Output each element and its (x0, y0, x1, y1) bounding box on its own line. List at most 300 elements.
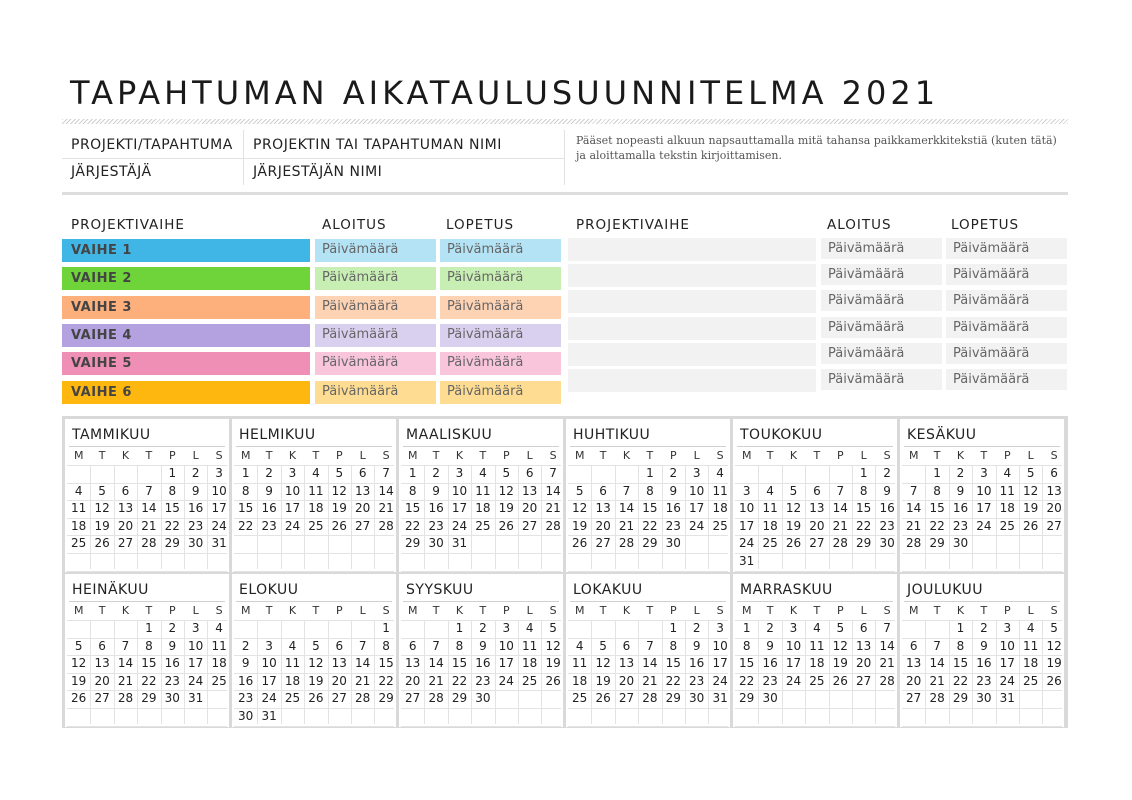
calendar-day[interactable]: 17 (689, 501, 705, 516)
calendar-day[interactable]: 30 (238, 709, 254, 723)
calendar-day[interactable]: 29 (164, 536, 180, 551)
phase-name-3[interactable]: VAIHE 3 (62, 296, 310, 319)
calendar-day[interactable]: 16 (164, 656, 180, 671)
calendar-day[interactable]: 27 (618, 691, 635, 706)
calendar-day[interactable]: 25 (284, 691, 301, 706)
calendar-day[interactable]: 19 (331, 501, 347, 516)
calendar-day[interactable]: 31 (739, 554, 755, 568)
calendar-day[interactable]: 22 (164, 518, 180, 533)
phase-end-date-right-3[interactable]: Päivämäärä (946, 290, 1067, 311)
calendar-day[interactable]: 27 (331, 691, 347, 706)
calendar-day[interactable]: 13 (809, 501, 825, 516)
calendar-day[interactable]: 2 (191, 466, 200, 480)
calendar-day[interactable]: 9 (669, 483, 678, 498)
calendar-day[interactable]: 25 (1023, 673, 1039, 688)
calendar-day[interactable]: 28 (879, 673, 895, 688)
calendar-day[interactable]: 9 (883, 483, 891, 498)
calendar-day[interactable]: 18 (308, 501, 324, 516)
calendar-day[interactable]: 18 (522, 656, 538, 671)
calendar-day[interactable]: 4 (525, 621, 534, 635)
calendar-day[interactable]: 7 (836, 483, 845, 498)
calendar-day[interactable]: 28 (929, 691, 945, 706)
calendar-day[interactable]: 21 (428, 673, 444, 688)
calendar-day[interactable]: 12 (545, 638, 561, 653)
calendar-day[interactable]: 16 (238, 673, 254, 688)
calendar-day[interactable]: 1 (933, 466, 941, 480)
calendar-day[interactable]: 7 (909, 483, 918, 498)
project-name-field[interactable]: PROJEKTIN TAI TAPAHTUMAN NIMI (253, 137, 502, 153)
calendar-day[interactable]: 2 (479, 621, 487, 635)
calendar-day[interactable]: 20 (117, 518, 134, 533)
calendar-day[interactable]: 10 (451, 483, 468, 498)
calendar-day[interactable]: 23 (164, 673, 180, 688)
calendar-day[interactable]: 20 (906, 673, 922, 688)
calendar-day[interactable]: 25 (572, 691, 588, 706)
calendar-day[interactable]: 3 (716, 621, 724, 635)
phase-end-date-right-5[interactable]: Päivämäärä (946, 343, 1067, 364)
calendar-day[interactable]: 13 (595, 501, 611, 516)
calendar-day[interactable]: 10 (211, 483, 227, 498)
phase-name-right-2[interactable] (568, 264, 816, 287)
calendar-day[interactable]: 5 (335, 466, 344, 480)
calendar-day[interactable]: 14 (117, 656, 134, 671)
calendar-day[interactable]: 1 (455, 621, 464, 635)
calendar-day[interactable]: 17 (498, 656, 514, 671)
calendar-day[interactable]: 30 (762, 691, 778, 706)
calendar-day[interactable]: 7 (622, 483, 631, 498)
calendar-day[interactable]: 22 (378, 673, 394, 688)
calendar-day[interactable]: 22 (642, 518, 658, 533)
calendar-day[interactable]: 6 (909, 638, 918, 653)
calendar-day[interactable]: 16 (475, 656, 491, 671)
calendar-day[interactable]: 31 (999, 691, 1015, 706)
calendar-day[interactable]: 26 (1023, 518, 1039, 533)
calendar-day[interactable]: 3 (455, 466, 464, 480)
calendar-day[interactable]: 16 (188, 501, 204, 516)
calendar-day[interactable]: 29 (856, 536, 872, 551)
calendar-day[interactable]: 15 (642, 501, 658, 516)
calendar-day[interactable]: 6 (525, 466, 534, 480)
phase-name-right-5[interactable] (568, 343, 816, 366)
calendar-day[interactable]: 9 (241, 656, 250, 671)
calendar-day[interactable]: 25 (999, 518, 1015, 533)
calendar-day[interactable]: 28 (642, 691, 658, 706)
calendar-day[interactable]: 30 (475, 691, 491, 706)
calendar-day[interactable]: 4 (1026, 621, 1035, 635)
calendar-day[interactable]: 8 (742, 638, 751, 653)
calendar-day[interactable]: 2 (883, 466, 891, 480)
calendar-day[interactable]: 1 (382, 621, 390, 635)
phase-end-date-2[interactable]: Päivämäärä (440, 267, 561, 290)
calendar-day[interactable]: 3 (502, 621, 511, 635)
calendar-day[interactable]: 6 (335, 638, 344, 653)
calendar-day[interactable]: 11 (572, 656, 588, 671)
calendar-day[interactable]: 6 (599, 483, 607, 498)
calendar-day[interactable]: 11 (308, 483, 324, 498)
calendar-day[interactable]: 13 (906, 656, 922, 671)
calendar-day[interactable]: 15 (665, 656, 681, 671)
calendar-day[interactable]: 3 (191, 621, 200, 635)
calendar-day[interactable]: 25 (762, 536, 778, 551)
calendar-day[interactable]: 8 (408, 483, 417, 498)
calendar-day[interactable]: 17 (451, 501, 468, 516)
calendar-day[interactable]: 6 (358, 466, 367, 480)
calendar-day[interactable]: 8 (241, 483, 250, 498)
calendar-day[interactable]: 1 (241, 466, 250, 480)
phase-name-right-3[interactable] (568, 290, 816, 313)
calendar-day[interactable]: 28 (618, 536, 635, 551)
calendar-day[interactable]: 13 (405, 656, 421, 671)
calendar-day[interactable]: 29 (405, 536, 421, 551)
calendar-day[interactable]: 14 (906, 501, 922, 516)
phase-name-4[interactable]: VAIHE 4 (62, 324, 310, 347)
calendar-day[interactable]: 18 (572, 673, 588, 688)
calendar-day[interactable]: 10 (739, 501, 755, 516)
calendar-day[interactable]: 14 (642, 656, 658, 671)
phase-name-1[interactable]: VAIHE 1 (62, 239, 310, 262)
calendar-day[interactable]: 23 (665, 518, 681, 533)
calendar-day[interactable]: 31 (211, 536, 227, 551)
calendar-day[interactable]: 30 (689, 691, 705, 706)
calendar-day[interactable]: 26 (545, 673, 561, 688)
calendar-day[interactable]: 9 (692, 638, 701, 653)
calendar-day[interactable]: 4 (813, 621, 821, 635)
calendar-day[interactable]: 20 (618, 673, 635, 688)
calendar-day[interactable]: 12 (71, 656, 87, 671)
calendar-day[interactable]: 15 (164, 501, 180, 516)
calendar-day[interactable]: 8 (382, 638, 390, 653)
calendar-day[interactable]: 23 (428, 518, 444, 533)
phase-start-date-5[interactable]: Päivämäärä (315, 352, 436, 375)
calendar-day[interactable]: 25 (71, 536, 87, 551)
calendar-day[interactable]: 18 (71, 518, 87, 533)
calendar-day[interactable]: 11 (999, 483, 1015, 498)
calendar-day[interactable]: 2 (956, 466, 965, 480)
calendar-day[interactable]: 19 (1046, 656, 1062, 671)
calendar-day[interactable]: 20 (809, 518, 825, 533)
calendar-day[interactable]: 17 (188, 656, 204, 671)
calendar-day[interactable]: 5 (502, 466, 511, 480)
calendar-day[interactable]: 21 (906, 518, 922, 533)
calendar-day[interactable]: 28 (378, 518, 394, 533)
calendar-day[interactable]: 11 (762, 501, 778, 516)
calendar-day[interactable]: 12 (1023, 483, 1039, 498)
calendar-day[interactable]: 12 (595, 656, 611, 671)
calendar-day[interactable]: 14 (378, 483, 394, 498)
calendar-day[interactable]: 20 (1046, 501, 1062, 516)
calendar-day[interactable]: 24 (451, 518, 468, 533)
calendar-day[interactable]: 16 (428, 501, 444, 516)
calendar-day[interactable]: 28 (141, 536, 157, 551)
calendar-day[interactable]: 26 (71, 691, 87, 706)
calendar-day[interactable]: 18 (1023, 656, 1039, 671)
calendar-day[interactable]: 5 (549, 621, 557, 635)
calendar-day[interactable]: 22 (856, 518, 872, 533)
calendar-day[interactable]: 19 (545, 656, 561, 671)
calendar-day[interactable]: 31 (451, 536, 468, 551)
calendar-day[interactable]: 3 (265, 638, 273, 653)
calendar-day[interactable]: 30 (428, 536, 444, 551)
calendar-day[interactable]: 23 (762, 673, 778, 688)
calendar-day[interactable]: 27 (405, 691, 421, 706)
calendar-day[interactable]: 20 (94, 673, 110, 688)
calendar-day[interactable]: 27 (522, 518, 538, 533)
calendar-day[interactable]: 21 (378, 501, 394, 516)
calendar-day[interactable]: 21 (642, 673, 658, 688)
calendar-day[interactable]: 5 (1026, 466, 1035, 480)
calendar-day[interactable]: 7 (432, 638, 440, 653)
calendar-day[interactable]: 1 (859, 466, 868, 480)
calendar-day[interactable]: 22 (739, 673, 755, 688)
calendar-day[interactable]: 7 (646, 638, 654, 653)
calendar-day[interactable]: 19 (71, 673, 87, 688)
calendar-day[interactable]: 5 (74, 638, 83, 653)
calendar-day[interactable]: 15 (952, 656, 969, 671)
phase-name-right-6[interactable] (568, 369, 816, 392)
calendar-day[interactable]: 10 (284, 483, 301, 498)
organizer-name-field[interactable]: JÄRJESTÄJÄN NIMI (253, 164, 383, 180)
calendar-day[interactable]: 27 (595, 536, 611, 551)
calendar-day[interactable]: 21 (117, 673, 134, 688)
calendar-day[interactable]: 15 (739, 656, 755, 671)
calendar-day[interactable]: 20 (522, 501, 538, 516)
calendar-day[interactable]: 30 (665, 536, 681, 551)
calendar-day[interactable]: 10 (785, 638, 802, 653)
calendar-day[interactable]: 29 (642, 536, 658, 551)
calendar-day[interactable]: 24 (785, 673, 802, 688)
phase-name-5[interactable]: VAIHE 5 (62, 352, 310, 375)
calendar-day[interactable]: 8 (669, 638, 678, 653)
calendar-day[interactable]: 12 (308, 656, 324, 671)
calendar-day[interactable]: 15 (378, 656, 394, 671)
calendar-day[interactable]: 27 (355, 518, 371, 533)
phase-start-date-right-5[interactable]: Päivämäärä (821, 343, 942, 364)
calendar-day[interactable]: 27 (1046, 518, 1062, 533)
calendar-day[interactable]: 8 (933, 483, 941, 498)
calendar-day[interactable]: 20 (856, 656, 872, 671)
calendar-day[interactable]: 11 (71, 501, 87, 516)
calendar-day[interactable]: 3 (789, 621, 798, 635)
calendar-day[interactable]: 15 (141, 656, 157, 671)
calendar-day[interactable]: 12 (94, 501, 110, 516)
calendar-day[interactable]: 9 (980, 638, 988, 653)
calendar-day[interactable]: 13 (856, 638, 872, 653)
calendar-day[interactable]: 30 (879, 536, 895, 551)
calendar-day[interactable]: 21 (929, 673, 945, 688)
calendar-day[interactable]: 2 (980, 621, 988, 635)
calendar-day[interactable]: 31 (261, 709, 277, 723)
calendar-day[interactable]: 26 (331, 518, 347, 533)
calendar-day[interactable]: 23 (475, 673, 491, 688)
calendar-day[interactable]: 13 (1046, 483, 1062, 498)
calendar-day[interactable]: 15 (929, 501, 945, 516)
calendar-day[interactable]: 19 (1023, 501, 1039, 516)
calendar-day[interactable]: 17 (284, 501, 301, 516)
calendar-day[interactable]: 7 (121, 638, 130, 653)
calendar-day[interactable]: 23 (261, 518, 277, 533)
calendar-day[interactable]: 14 (428, 656, 444, 671)
calendar-day[interactable]: 7 (549, 466, 557, 480)
calendar-day[interactable]: 24 (976, 518, 992, 533)
calendar-day[interactable]: 29 (141, 691, 157, 706)
calendar-day[interactable]: 15 (238, 501, 254, 516)
calendar-day[interactable]: 5 (1050, 621, 1058, 635)
calendar-day[interactable]: 25 (475, 518, 491, 533)
calendar-day[interactable]: 29 (378, 691, 394, 706)
calendar-day[interactable]: 14 (141, 501, 157, 516)
calendar-day[interactable]: 13 (331, 656, 347, 671)
calendar-day[interactable]: 11 (712, 483, 728, 498)
phase-end-date-right-1[interactable]: Päivämäärä (946, 238, 1067, 259)
calendar-day[interactable]: 20 (595, 518, 611, 533)
calendar-day[interactable]: 26 (785, 536, 802, 551)
phase-start-date-right-2[interactable]: Päivämäärä (821, 264, 942, 285)
calendar-day[interactable]: 11 (809, 638, 825, 653)
calendar-day[interactable]: 3 (1003, 621, 1012, 635)
calendar-day[interactable]: 10 (976, 483, 992, 498)
calendar-day[interactable]: 20 (405, 673, 421, 688)
phase-start-date-6[interactable]: Päivämäärä (315, 381, 436, 404)
calendar-day[interactable]: 24 (261, 691, 277, 706)
calendar-day[interactable]: 8 (455, 638, 464, 653)
calendar-day[interactable]: 19 (308, 673, 324, 688)
calendar-day[interactable]: 17 (211, 501, 227, 516)
calendar-day[interactable]: 28 (117, 691, 134, 706)
calendar-day[interactable]: 14 (618, 501, 635, 516)
calendar-day[interactable]: 28 (832, 536, 848, 551)
calendar-day[interactable]: 2 (766, 621, 774, 635)
calendar-day[interactable]: 19 (595, 673, 611, 688)
calendar-day[interactable]: 28 (906, 536, 922, 551)
calendar-day[interactable]: 7 (358, 638, 367, 653)
calendar-day[interactable]: 23 (689, 673, 705, 688)
calendar-day[interactable]: 25 (211, 673, 227, 688)
phase-end-date-right-2[interactable]: Päivämäärä (946, 264, 1067, 285)
phase-name-2[interactable]: VAIHE 2 (62, 267, 310, 290)
calendar-day[interactable]: 9 (265, 483, 273, 498)
calendar-day[interactable]: 3 (692, 466, 701, 480)
calendar-day[interactable]: 9 (766, 638, 774, 653)
calendar-day[interactable]: 6 (859, 621, 868, 635)
calendar-day[interactable]: 2 (168, 621, 177, 635)
calendar-day[interactable]: 9 (432, 483, 440, 498)
calendar-day[interactable]: 29 (929, 536, 945, 551)
calendar-day[interactable]: 7 (145, 483, 153, 498)
calendar-day[interactable]: 19 (572, 518, 588, 533)
calendar-day[interactable]: 8 (859, 483, 868, 498)
calendar-day[interactable]: 24 (188, 673, 204, 688)
calendar-day[interactable]: 26 (308, 691, 324, 706)
calendar-day[interactable]: 23 (879, 518, 895, 533)
calendar-day[interactable]: 5 (312, 638, 320, 653)
calendar-day[interactable]: 23 (238, 691, 254, 706)
calendar-day[interactable]: 1 (145, 621, 153, 635)
calendar-day[interactable]: 17 (999, 656, 1015, 671)
calendar-day[interactable]: 4 (766, 483, 774, 498)
calendar-day[interactable]: 12 (572, 501, 588, 516)
calendar-day[interactable]: 8 (168, 483, 177, 498)
calendar-day[interactable]: 18 (284, 673, 301, 688)
calendar-day[interactable]: 31 (712, 691, 728, 706)
calendar-day[interactable]: 25 (809, 673, 825, 688)
calendar-day[interactable]: 14 (929, 656, 945, 671)
placeholder-note[interactable]: Pääset nopeasti alkuun napsauttamalla mitä tahansa paikkamerkkitekstiä (kuten tätä) ja aloittamalla tekstin kirjoittamisen. (576, 134, 1057, 162)
calendar-day[interactable]: 29 (952, 691, 969, 706)
calendar-day[interactable]: 21 (141, 518, 157, 533)
calendar-day[interactable]: 7 (382, 466, 390, 480)
calendar-day[interactable]: 23 (976, 673, 992, 688)
phase-name-6[interactable]: VAIHE 6 (62, 381, 310, 404)
calendar-day[interactable]: 13 (618, 656, 635, 671)
calendar-day[interactable]: 22 (405, 518, 421, 533)
phase-start-date-3[interactable]: Päivämäärä (315, 296, 436, 319)
calendar-day[interactable]: 26 (832, 673, 848, 688)
calendar-day[interactable]: 24 (284, 518, 301, 533)
calendar-day[interactable]: 26 (498, 518, 514, 533)
calendar-day[interactable]: 15 (451, 656, 468, 671)
calendar-day[interactable]: 28 (545, 518, 561, 533)
calendar-day[interactable]: 14 (545, 483, 561, 498)
calendar-day[interactable]: 4 (74, 483, 83, 498)
calendar-day[interactable]: 6 (622, 638, 631, 653)
calendar-day[interactable]: 5 (789, 483, 798, 498)
calendar-day[interactable]: 3 (288, 466, 297, 480)
phase-start-date-right-3[interactable]: Päivämäärä (821, 290, 942, 311)
calendar-day[interactable]: 6 (1050, 466, 1058, 480)
phase-end-date-right-4[interactable]: Päivämäärä (946, 317, 1067, 338)
phase-end-date-3[interactable]: Päivämäärä (440, 296, 561, 319)
calendar-day[interactable]: 6 (98, 638, 106, 653)
calendar-day[interactable]: 11 (475, 483, 491, 498)
calendar-day[interactable]: 9 (479, 638, 487, 653)
calendar-day[interactable]: 4 (215, 621, 223, 635)
calendar-day[interactable]: 2 (265, 466, 273, 480)
calendar-day[interactable]: 26 (94, 536, 110, 551)
calendar-day[interactable]: 27 (856, 673, 872, 688)
calendar-day[interactable]: 12 (1046, 638, 1062, 653)
calendar-day[interactable]: 17 (712, 656, 728, 671)
phase-start-date-1[interactable]: Päivämäärä (315, 239, 436, 262)
calendar-day[interactable]: 20 (355, 501, 371, 516)
phase-name-right-1[interactable] (568, 238, 816, 261)
calendar-day[interactable]: 6 (121, 483, 130, 498)
calendar-day[interactable]: 18 (999, 501, 1015, 516)
calendar-day[interactable]: 11 (522, 638, 538, 653)
calendar-day[interactable]: 27 (809, 536, 825, 551)
calendar-day[interactable]: 22 (665, 673, 681, 688)
calendar-day[interactable]: 5 (836, 621, 845, 635)
calendar-day[interactable]: 13 (117, 501, 134, 516)
phase-start-date-right-4[interactable]: Päivämäärä (821, 317, 942, 338)
calendar-day[interactable]: 18 (712, 501, 728, 516)
calendar-day[interactable]: 29 (739, 691, 755, 706)
calendar-day[interactable]: 26 (1046, 673, 1062, 688)
calendar-day[interactable]: 3 (215, 466, 223, 480)
calendar-day[interactable]: 4 (479, 466, 487, 480)
calendar-day[interactable]: 5 (575, 483, 584, 498)
calendar-day[interactable]: 13 (522, 483, 538, 498)
calendar-day[interactable]: 28 (428, 691, 444, 706)
calendar-day[interactable]: 16 (665, 501, 681, 516)
calendar-day[interactable]: 9 (191, 483, 200, 498)
calendar-day[interactable]: 22 (141, 673, 157, 688)
calendar-day[interactable]: 24 (712, 673, 728, 688)
calendar-day[interactable]: 25 (522, 673, 538, 688)
calendar-day[interactable]: 30 (952, 536, 969, 551)
phase-start-date-right-6[interactable]: Päivämäärä (821, 369, 942, 390)
calendar-day[interactable]: 23 (188, 518, 204, 533)
calendar-day[interactable]: 9 (956, 483, 965, 498)
